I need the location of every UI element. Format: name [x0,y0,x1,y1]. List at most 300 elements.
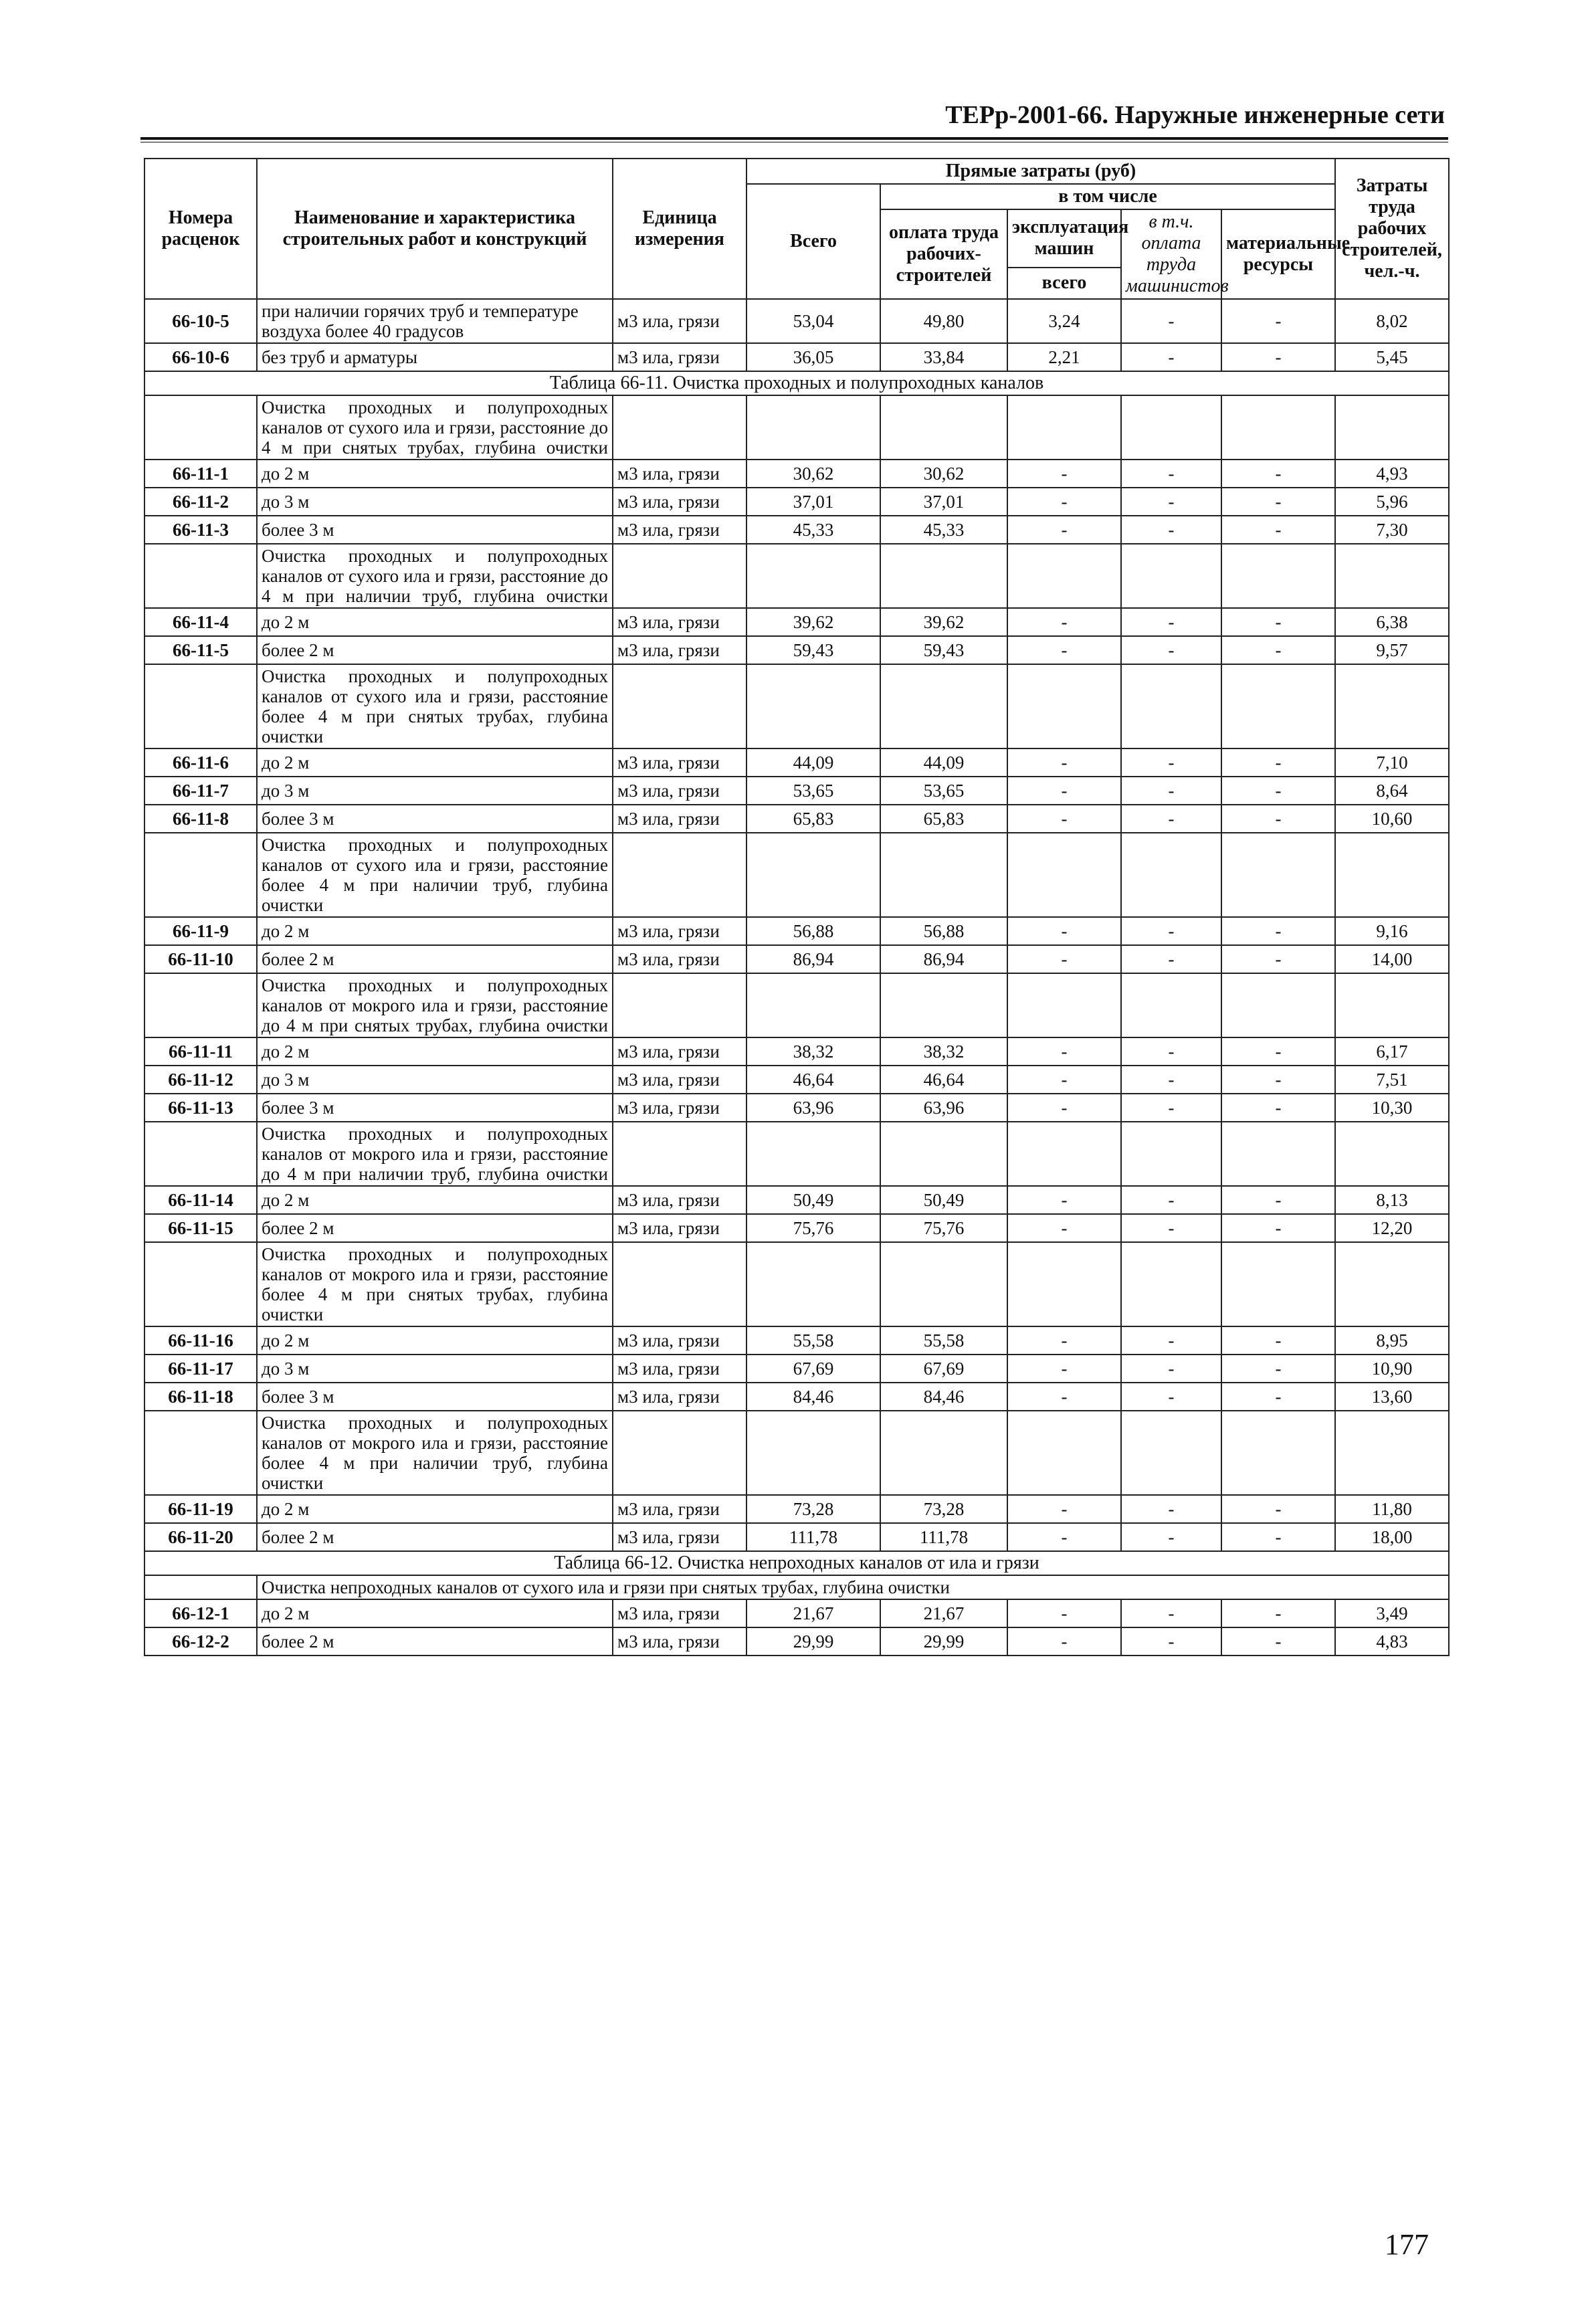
work-name: до 2 м [257,460,613,488]
unit-value: м3 ила, грязи [613,1523,746,1551]
header-rule [140,137,1448,140]
empty-cell [1335,1122,1449,1186]
materials-value: - [1221,299,1335,343]
work-name: до 3 м [257,1066,613,1094]
empty-cell [144,1122,257,1186]
empty-cell [613,973,746,1037]
empty-cell [1335,833,1449,917]
machine-wage-value: - [1121,1094,1221,1122]
machine-wage-value: - [1121,1383,1221,1411]
materials-value: - [1221,945,1335,973]
wage-value: 59,43 [880,636,1007,664]
empty-cell [880,973,1007,1037]
materials-value: - [1221,1355,1335,1383]
materials-value: - [1221,805,1335,833]
labor-value: 8,95 [1335,1326,1449,1355]
col-machine-total-header: всего [1007,268,1121,299]
unit-value: м3 ила, грязи [613,1066,746,1094]
labor-value: 11,80 [1335,1495,1449,1523]
labor-value: 7,30 [1335,516,1449,544]
table-row [144,1523,1449,1551]
machine-value: - [1007,1066,1121,1094]
total-value: 65,83 [746,805,880,833]
empty-cell [613,1122,746,1186]
empty-cell [144,1575,257,1599]
total-value: 53,04 [746,299,880,343]
materials-value: - [1221,488,1335,516]
empty-cell [144,973,257,1037]
labor-value: 10,30 [1335,1094,1449,1122]
materials-value: - [1221,460,1335,488]
rate-code: 66-11-17 [144,1355,257,1383]
rate-code: 66-12-2 [144,1627,257,1656]
empty-cell [144,395,257,460]
empty-cell [613,544,746,608]
empty-cell [1221,544,1335,608]
work-name: до 2 м [257,1037,613,1066]
group-description-text: Очистка проходных и полупроходных каналов от сухого ила и грязи, расстояние более 4 м при снятых трубах, глубина очистки [262,666,608,746]
materials-value: - [1221,1326,1335,1355]
work-name: более 2 м [257,1523,613,1551]
total-value: 37,01 [746,488,880,516]
empty-cell [1335,1242,1449,1326]
section-title-row [144,371,1449,395]
table-row [144,945,1449,973]
total-value: 56,88 [746,917,880,945]
unit-value: м3 ила, грязи [613,805,746,833]
wage-value: 33,84 [880,343,1007,371]
unit-value: м3 ила, грязи [613,608,746,636]
rate-code: 66-11-9 [144,917,257,945]
group-description-row [144,833,1449,917]
rate-code: 66-11-3 [144,516,257,544]
table-row [144,1094,1449,1122]
machine-value: - [1007,805,1121,833]
machine-value: - [1007,1523,1121,1551]
wage-value: 37,01 [880,488,1007,516]
labor-value: 5,96 [1335,488,1449,516]
group-description [257,833,613,917]
machine-wage-value: - [1121,343,1221,371]
empty-cell [1221,1122,1335,1186]
table-row [144,805,1449,833]
wage-value: 63,96 [880,1094,1007,1122]
labor-value: 12,20 [1335,1214,1449,1242]
group-description-text: Очистка проходных и полупроходных каналов от мокрого ила и грязи, расстояние более 4 м при снятых трубах, глубина очистки [262,1244,608,1324]
unit-value: м3 ила, грязи [613,516,746,544]
empty-cell [613,1411,746,1495]
group-description-text: Очистка проходных и полупроходных каналов от сухого ила и грязи, расстояние более 4 м при наличии труб, глубина очистки [262,835,608,915]
machine-value: - [1007,1383,1121,1411]
machine-value: - [1007,516,1121,544]
empty-cell [1335,664,1449,748]
rate-code: 66-11-13 [144,1094,257,1122]
labor-value: 4,83 [1335,1627,1449,1656]
unit-value: м3 ила, грязи [613,917,746,945]
machine-value: - [1007,460,1121,488]
machine-wage-value: - [1121,1523,1221,1551]
wage-value: 56,88 [880,917,1007,945]
materials-value: - [1221,608,1335,636]
labor-value: 10,60 [1335,805,1449,833]
table-row [144,1383,1449,1411]
work-name: более 2 м [257,1627,613,1656]
labor-value: 8,64 [1335,777,1449,805]
unit-value: м3 ила, грязи [613,1355,746,1383]
empty-cell [746,973,880,1037]
col-wage-header: оплата труда рабочих-строителей [880,209,1007,299]
work-name: до 2 м [257,1495,613,1523]
empty-cell [1121,1411,1221,1495]
empty-cell [1221,664,1335,748]
rate-code: 66-11-1 [144,460,257,488]
unit-value: м3 ила, грязи [613,1094,746,1122]
total-value: 46,64 [746,1066,880,1094]
col-machine-wage-header: в т.ч. оплата труда машинистов [1121,209,1221,299]
empty-cell [1221,395,1335,460]
unit-value: м3 ила, грязи [613,488,746,516]
col-code-header: Номера расценок [144,159,257,299]
unit-value: м3 ила, грязи [613,299,746,343]
page-number: 177 [1385,2228,1429,2261]
empty-cell [613,1242,746,1326]
machine-wage-value: - [1121,1599,1221,1627]
table-row [144,748,1449,777]
wage-value: 49,80 [880,299,1007,343]
rate-code: 66-12-1 [144,1599,257,1627]
empty-cell [746,833,880,917]
table-row [144,636,1449,664]
wage-value: 39,62 [880,608,1007,636]
table-row [144,516,1449,544]
rate-code: 66-11-19 [144,1495,257,1523]
work-name: более 3 м [257,1094,613,1122]
empty-cell [1121,1242,1221,1326]
machine-value: - [1007,1495,1121,1523]
total-value: 45,33 [746,516,880,544]
table-row [144,608,1449,636]
group-description-row [144,1122,1449,1186]
empty-cell [1007,973,1121,1037]
table-row [144,1066,1449,1094]
work-name: до 3 м [257,488,613,516]
machine-wage-value: - [1121,945,1221,973]
group-description-row [144,664,1449,748]
col-direct-costs-header: Прямые затраты (руб) [746,159,1335,184]
empty-cell [1007,1242,1121,1326]
machine-value: - [1007,1355,1121,1383]
work-name: до 2 м [257,1326,613,1355]
empty-cell [746,395,880,460]
total-value: 39,62 [746,608,880,636]
total-value: 67,69 [746,1355,880,1383]
empty-cell [1335,544,1449,608]
work-name: до 2 м [257,917,613,945]
work-name: более 3 м [257,516,613,544]
wage-value: 50,49 [880,1186,1007,1214]
table-row [144,1214,1449,1242]
labor-value: 8,13 [1335,1186,1449,1214]
table-row [144,1186,1449,1214]
group-description-row [144,1242,1449,1326]
labor-value: 4,93 [1335,460,1449,488]
total-value: 59,43 [746,636,880,664]
materials-value: - [1221,1037,1335,1066]
machine-wage-value: - [1121,1037,1221,1066]
unit-value: м3 ила, грязи [613,343,746,371]
group-description [257,973,613,1037]
empty-cell [746,1411,880,1495]
table-row [144,1326,1449,1355]
empty-cell [1121,395,1221,460]
work-name: до 2 м [257,748,613,777]
rate-code: 66-11-5 [144,636,257,664]
materials-value: - [1221,1383,1335,1411]
labor-value: 3,49 [1335,1599,1449,1627]
labor-value: 9,16 [1335,917,1449,945]
unit-value: м3 ила, грязи [613,460,746,488]
machine-wage-value: - [1121,1186,1221,1214]
total-value: 73,28 [746,1495,880,1523]
page-header-title: ТЕРр-2001-66. Наружные инженерные сети [945,101,1445,129]
empty-cell [1121,544,1221,608]
empty-cell [613,833,746,917]
empty-cell [880,664,1007,748]
empty-cell [880,1242,1007,1326]
machine-value: - [1007,636,1121,664]
rate-code: 66-11-18 [144,1383,257,1411]
rate-code: 66-11-11 [144,1037,257,1066]
table-row [144,488,1449,516]
empty-cell [1335,1411,1449,1495]
wage-value: 44,09 [880,748,1007,777]
rate-code: 66-11-12 [144,1066,257,1094]
wage-value: 65,83 [880,805,1007,833]
materials-value: - [1221,1599,1335,1627]
machine-wage-value: - [1121,917,1221,945]
group-description-text: Очистка проходных и полупроходных каналов от мокрого ила и грязи, расстояние более 4 м при наличии труб, глубина очистки [262,1413,608,1493]
col-machine-header: эксплуатация машин [1007,209,1121,268]
materials-value: - [1221,516,1335,544]
machine-value: - [1007,1186,1121,1214]
total-value: 50,49 [746,1186,880,1214]
empty-cell [880,833,1007,917]
machine-wage-value: - [1121,777,1221,805]
wage-value: 46,64 [880,1066,1007,1094]
machine-value: - [1007,777,1121,805]
machine-wage-value: - [1121,1326,1221,1355]
machine-value: - [1007,1599,1121,1627]
materials-value: - [1221,1495,1335,1523]
empty-cell [880,544,1007,608]
section-title-row [144,1551,1449,1575]
machine-value: - [1007,1627,1121,1656]
work-name: более 3 м [257,805,613,833]
work-name: более 2 м [257,1214,613,1242]
rate-code: 66-11-14 [144,1186,257,1214]
empty-cell [1007,1122,1121,1186]
empty-cell [746,1122,880,1186]
wage-value: 30,62 [880,460,1007,488]
labor-value: 5,45 [1335,343,1449,371]
materials-value: - [1221,1066,1335,1094]
machine-wage-value: - [1121,1495,1221,1523]
wage-value: 38,32 [880,1037,1007,1066]
machine-wage-value: - [1121,636,1221,664]
table-row [144,917,1449,945]
machine-wage-value: - [1121,1355,1221,1383]
total-value: 55,58 [746,1326,880,1355]
wage-value: 84,46 [880,1383,1007,1411]
empty-cell [1335,395,1449,460]
labor-value: 10,90 [1335,1355,1449,1383]
rate-code: 66-10-6 [144,343,257,371]
total-value: 63,96 [746,1094,880,1122]
rate-code: 66-10-5 [144,299,257,343]
unit-value: м3 ила, грязи [613,1627,746,1656]
table-body [144,299,1449,1656]
wage-value: 111,78 [880,1523,1007,1551]
section-subtitle-row [144,1575,1449,1599]
group-description [257,1122,613,1186]
total-value: 84,46 [746,1383,880,1411]
section-title: Таблица 66-12. Очистка непроходных каналов от ила и грязи [144,1551,1449,1575]
machine-value: - [1007,1214,1121,1242]
empty-cell [613,395,746,460]
wage-value: 73,28 [880,1495,1007,1523]
labor-value: 6,17 [1335,1037,1449,1066]
wage-value: 29,99 [880,1627,1007,1656]
materials-value: - [1221,1214,1335,1242]
unit-value: м3 ила, грязи [613,945,746,973]
table-row [144,1495,1449,1523]
empty-cell [746,664,880,748]
group-description-row [144,544,1449,608]
machine-value: - [1007,748,1121,777]
empty-cell [1121,973,1221,1037]
group-description [257,1242,613,1326]
wage-value: 21,67 [880,1599,1007,1627]
total-value: 44,09 [746,748,880,777]
empty-cell [144,544,257,608]
labor-value: 7,10 [1335,748,1449,777]
wage-value: 45,33 [880,516,1007,544]
machine-value: - [1007,945,1121,973]
machine-wage-value: - [1121,1627,1221,1656]
total-value: 86,94 [746,945,880,973]
empty-cell [144,833,257,917]
empty-cell [880,1122,1007,1186]
total-value: 30,62 [746,460,880,488]
work-name: до 2 м [257,1186,613,1214]
group-description-text: Очистка проходных и полупроходных каналов от мокрого ила и грязи, расстояние до 4 м при наличии труб, глубина очистки [262,1124,608,1184]
wage-value: 55,58 [880,1326,1007,1355]
unit-value: м3 ила, грязи [613,748,746,777]
rate-code: 66-11-8 [144,805,257,833]
rate-code: 66-11-20 [144,1523,257,1551]
materials-value: - [1221,777,1335,805]
empty-cell [746,544,880,608]
unit-value: м3 ила, грязи [613,636,746,664]
empty-cell [1007,664,1121,748]
table-row [144,460,1449,488]
machine-wage-value: - [1121,516,1221,544]
unit-value: м3 ила, грязи [613,1326,746,1355]
machine-wage-value: - [1121,1214,1221,1242]
unit-value: м3 ила, грязи [613,1214,746,1242]
group-description-row [144,395,1449,460]
group-description-text: Очистка проходных и полупроходных каналов от сухого ила и грязи, расстояние до 4 м при снятых трубах, глубина очистки [262,397,608,458]
total-value: 111,78 [746,1523,880,1551]
empty-cell [144,1242,257,1326]
table-row [144,299,1449,343]
materials-value: - [1221,1627,1335,1656]
total-value: 75,76 [746,1214,880,1242]
machine-value: 3,24 [1007,299,1121,343]
machine-wage-value: - [1121,805,1221,833]
labor-value: 18,00 [1335,1523,1449,1551]
work-name: более 2 м [257,945,613,973]
unit-value: м3 ила, грязи [613,1599,746,1627]
empty-cell [1007,1411,1121,1495]
group-description-text: Очистка проходных и полупроходных каналов от мокрого ила и грязи, расстояние до 4 м при снятых трубах, глубина очистки [262,975,608,1035]
wage-value: 67,69 [880,1355,1007,1383]
empty-cell [1007,544,1121,608]
materials-value: - [1221,1523,1335,1551]
rate-code: 66-11-6 [144,748,257,777]
col-total-header: Всего [746,184,880,299]
machine-wage-value: - [1121,748,1221,777]
materials-value: - [1221,1186,1335,1214]
total-value: 29,99 [746,1627,880,1656]
group-description [257,1411,613,1495]
rate-code: 66-11-4 [144,608,257,636]
group-description-text: Очистка проходных и полупроходных каналов от сухого ила и грязи, расстояние до 4 м при наличии труб, глубина очистки [262,546,608,606]
machine-wage-value: - [1121,299,1221,343]
materials-value: - [1221,917,1335,945]
materials-value: - [1221,343,1335,371]
rate-code: 66-11-15 [144,1214,257,1242]
labor-value: 8,02 [1335,299,1449,343]
unit-value: м3 ила, грязи [613,1186,746,1214]
empty-cell [1121,833,1221,917]
machine-value: - [1007,917,1121,945]
rate-code: 66-11-10 [144,945,257,973]
table-row [144,1599,1449,1627]
group-description-row [144,1411,1449,1495]
wage-value: 86,94 [880,945,1007,973]
rate-code: 66-11-7 [144,777,257,805]
machine-value: - [1007,1094,1121,1122]
rates-table [144,158,1450,1656]
total-value: 38,32 [746,1037,880,1066]
unit-value: м3 ила, грязи [613,1037,746,1066]
empty-cell [144,664,257,748]
total-value: 53,65 [746,777,880,805]
work-name: более 2 м [257,636,613,664]
table-row [144,1037,1449,1066]
empty-cell [1221,1411,1335,1495]
machine-value: - [1007,608,1121,636]
empty-cell [746,1242,880,1326]
empty-cell [1121,664,1221,748]
machine-wage-value: - [1121,608,1221,636]
work-name: без труб и арматуры [257,343,613,371]
group-description-row [144,973,1449,1037]
total-value: 21,67 [746,1599,880,1627]
empty-cell [880,1411,1007,1495]
labor-value: 13,60 [1335,1383,1449,1411]
